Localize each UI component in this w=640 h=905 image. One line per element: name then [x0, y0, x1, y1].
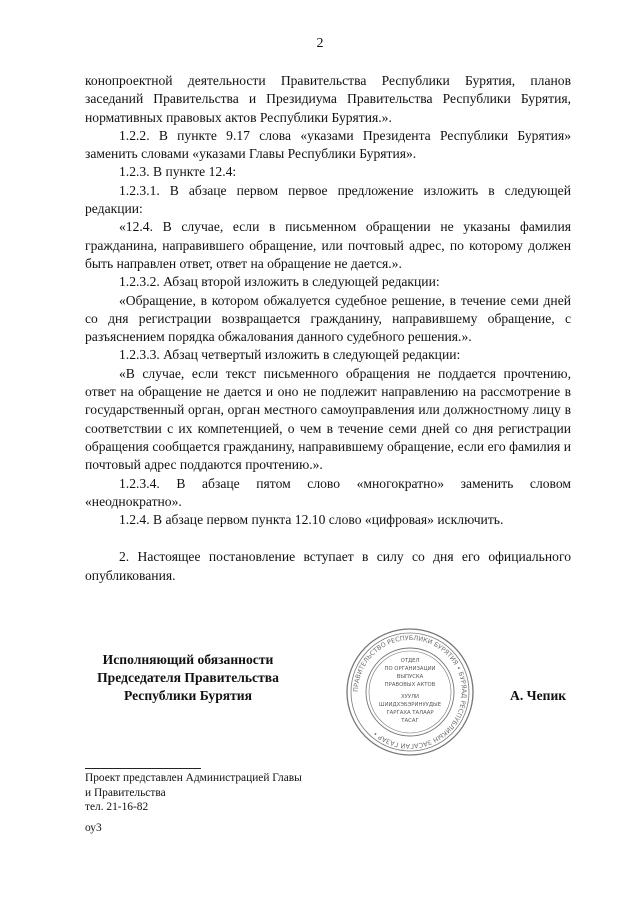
- footer-line: и Правительства: [85, 786, 166, 799]
- paragraph: 2. Настоящее постановление вступает в силу со дня его официального опубликования.: [85, 549, 571, 583]
- paragraph: 1.2.3. В пункте 12.4:: [119, 164, 237, 180]
- stamp-center-line: ПРАВОВЫХ АКТОВ: [384, 682, 436, 688]
- signatory-position-line: Председателя Правительства: [97, 670, 279, 685]
- paragraph: 1.2.4. В абзаце первом пункта 12.10 слово «цифровая» исключить.: [119, 512, 504, 528]
- paragraph: «В случае, если текст письменного обращения не поддается прочтению, ответ на обращение не дается и оно не подлежит направлению на рассмотрение в государственный орган, орган местного самоуправления или должностному лицу в соответствии с их компетенцией, о чем в течение семи дней со дня регистрации обращения сообщается гражданину, направившему обращение, если его фамилия и почтовый адрес поддаются прочтению.».: [85, 365, 571, 473]
- page-number: 2: [316, 36, 324, 51]
- paragraph: 1.2.3.3. Абзац четвертый изложить в следующей редакции:: [119, 347, 461, 363]
- stamp-center-line: ВЫПУСКА: [396, 674, 424, 680]
- paragraph: «Обращение, в котором обжалуется судебное решение, в течение семи дней со дня регистрации возвращается гражданину, направившему обращение, с разъяснением порядка обжалования данного судебного решения.».: [85, 292, 571, 345]
- footer-divider: [85, 768, 201, 769]
- paragraph: «12.4. В случае, если в письменном обращении не указаны фамилия гражданина, направившего обращение, или почтовый адрес, по которому должен быть направлен ответ, ответ на обращение не дается.».: [85, 219, 571, 271]
- paragraph: 1.2.3.1. В абзаце первом первое предложение изложить в следующей редакции:: [85, 182, 571, 217]
- stamp-center-line: ГАРГАХА ТАЛААР: [386, 710, 434, 716]
- signatory-position-line: Исполняющий обязанности: [102, 652, 274, 667]
- stamp-ring-text: ПРАВИТЕЛЬСТВО РЕСПУБЛИКИ БУРЯТИЯ • БУРЯАД РЕСПУБЛИКЫН ЗАСАГАЙ ГАЗАР •: [351, 633, 469, 751]
- footer-line: Проект представлен Администрацией Главы: [85, 772, 302, 784]
- document-code: оу3: [85, 822, 102, 834]
- paragraph: конопроектной деятельности Правительства Республики Бурятия, планов заседаний Правительства и Президиума Правительства Республики Бурятия, нормативных правовых актов Республики Бурятия.».: [85, 73, 571, 125]
- stamp-center-line: ТАСАГ: [401, 718, 419, 724]
- stamp-center-line: ОТДЕЛ: [400, 658, 420, 664]
- official-seal-stamp: [344, 626, 476, 758]
- signatory-name: А. Чепик: [510, 688, 567, 703]
- footer-note: [85, 771, 302, 815]
- paragraph: 1.2.2. В пункте 9.17 слова «указами Президента Республики Бурятия» заменить словами «указами Главы Республики Бурятия».: [85, 127, 571, 162]
- stamp-center-line: ХУУЛИ: [400, 694, 420, 700]
- signatory-position-line: Республики Бурятия: [123, 688, 252, 703]
- document-body: [85, 72, 571, 585]
- stamp-center-line: ШИИДХЭБЭРИНУУДЫЕ: [378, 702, 442, 708]
- signatory-position: [85, 651, 291, 705]
- stamp-center-line: ПО ОРГАНИЗАЦИИ: [384, 666, 436, 672]
- paragraph: 1.2.3.2. Абзац второй изложить в следующей редакции:: [119, 274, 440, 290]
- footer-line: тел. 21-16-82: [85, 801, 149, 813]
- paragraph: 1.2.3.4. В абзаце пятом слово «многократно» заменить словом «неоднократно».: [85, 475, 571, 509]
